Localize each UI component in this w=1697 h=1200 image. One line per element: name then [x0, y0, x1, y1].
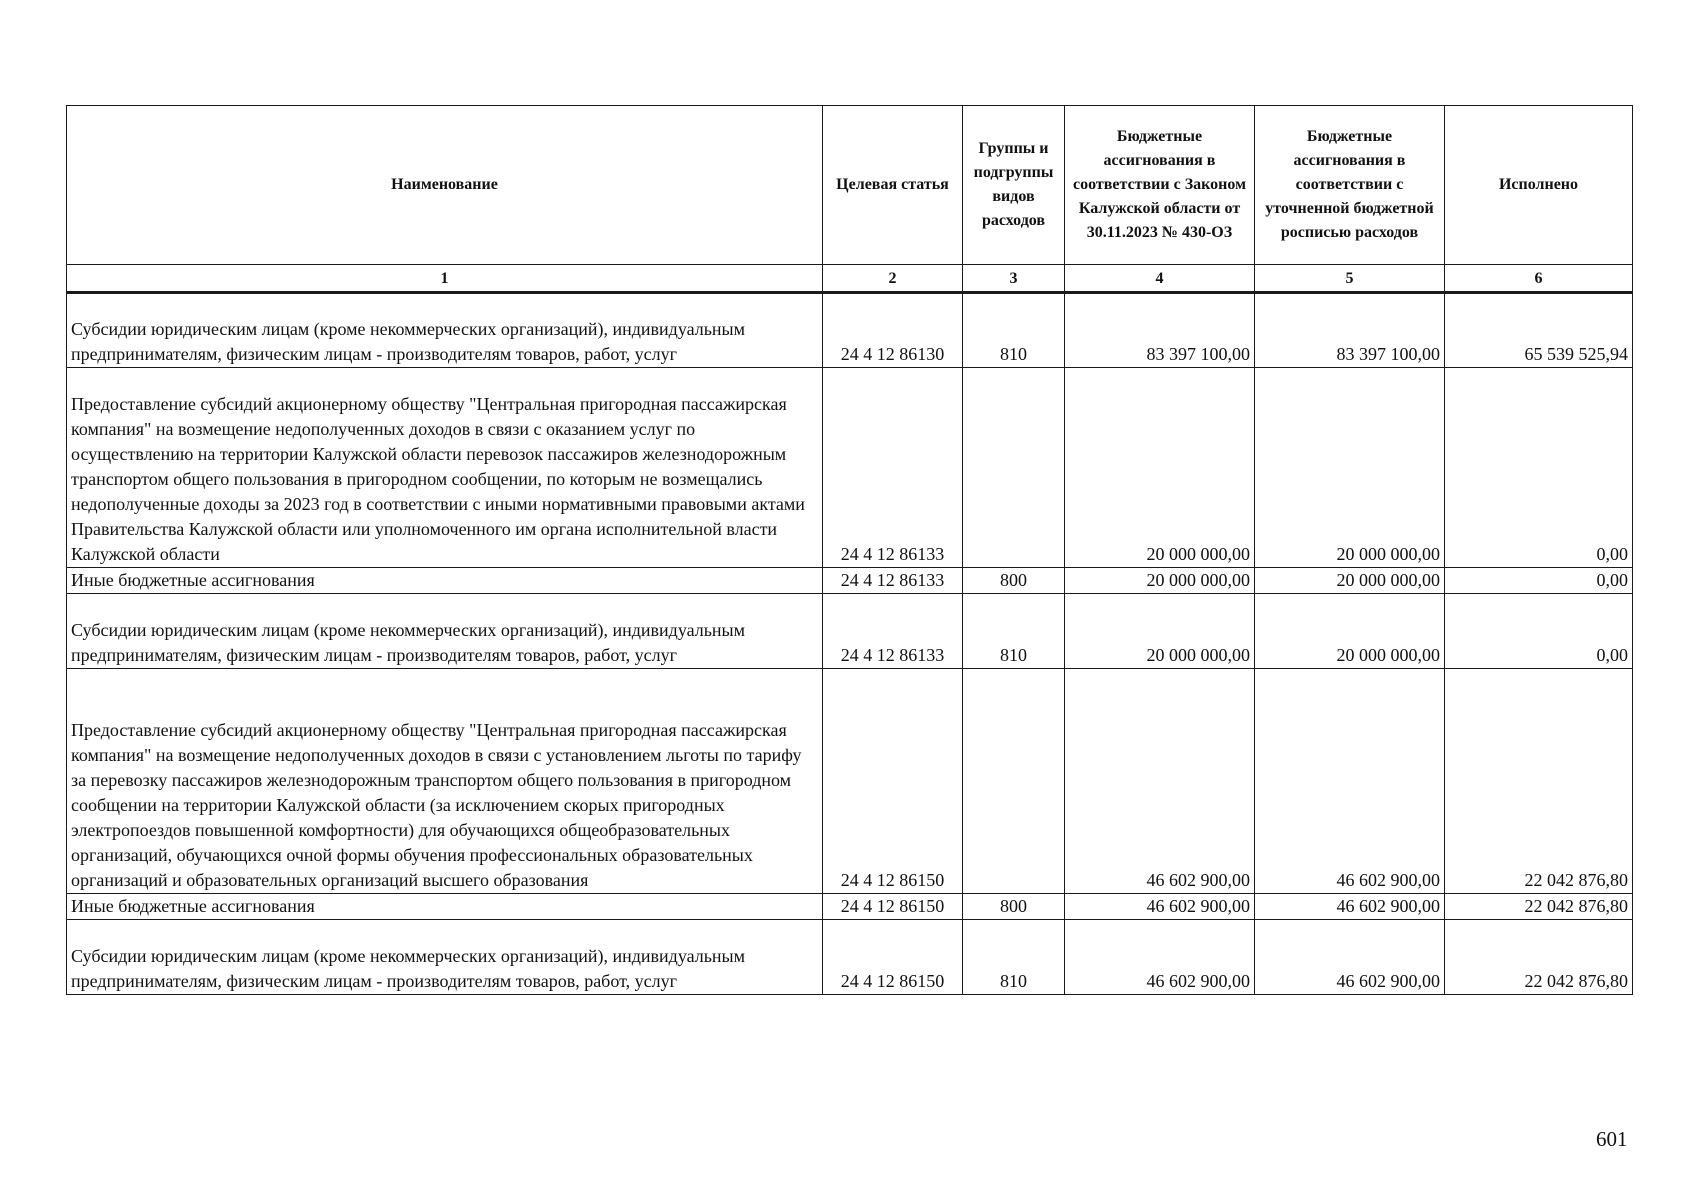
row-refined: 46 602 900,00	[1255, 894, 1445, 920]
row-group	[963, 669, 1065, 894]
row-name: Иные бюджетные ассигнования	[67, 568, 823, 594]
table-row	[67, 594, 1633, 669]
row-executed: 22 042 876,80	[1445, 669, 1633, 894]
row-refined: 20 000 000,00	[1255, 368, 1445, 568]
row-refined: 46 602 900,00	[1255, 920, 1445, 995]
header-name: Наименование	[67, 106, 823, 265]
row-law: 20 000 000,00	[1065, 594, 1255, 669]
row-name: Предоставление субсидий акционерному обществу "Центральная пригородная пассажирская компания" на возмещение недополученных доходов в связи с установлением льготы по тарифу за перевозку пассажиров железнодорожным транспортом общего пользования в пригородном сообщении на территории Калужской области (за исключением скорых пригородных электропоездов повышенной комфортности) для обучающихся общеобразовательных организаций, обучающихся очной формы обучения профессиональных образовательных организаций и образовательных организаций высшего образования	[67, 669, 823, 894]
column-number: 2	[823, 265, 963, 293]
row-refined: 46 602 900,00	[1255, 669, 1445, 894]
row-name: Субсидии юридическим лицам (кроме некоммерческих организаций), индивидуальным предпринимателям, физическим лицам - производителям товаров, работ, услуг	[67, 594, 823, 669]
budget-table	[66, 105, 1633, 995]
row-executed: 0,00	[1445, 568, 1633, 594]
row-executed: 0,00	[1445, 594, 1633, 669]
row-target: 24 4 12 86133	[823, 568, 963, 594]
header-target: Целевая статья	[823, 106, 963, 265]
row-target: 24 4 12 86150	[823, 894, 963, 920]
row-group: 810	[963, 594, 1065, 669]
row-group: 800	[963, 894, 1065, 920]
table-row	[67, 894, 1633, 920]
row-law: 46 602 900,00	[1065, 669, 1255, 894]
header-law: Бюджетные ассигнования в соответствии с Законом Калужской области от 30.11.2023 № 430-ОЗ	[1065, 106, 1255, 265]
row-refined: 20 000 000,00	[1255, 568, 1445, 594]
row-target: 24 4 12 86150	[823, 669, 963, 894]
row-group: 810	[963, 293, 1065, 368]
column-number-row	[67, 265, 1633, 293]
row-target: 24 4 12 86133	[823, 594, 963, 669]
row-name: Субсидии юридическим лицам (кроме некоммерческих организаций), индивидуальным предпринимателям, физическим лицам - производителям товаров, работ, услуг	[67, 920, 823, 995]
row-name: Предоставление субсидий акционерному обществу "Центральная пригородная пассажирская компания" на возмещение недополученных доходов в связи с оказанием услуг по осуществлению на территории Калужской области перевозок пассажиров железнодорожным транспортом общего пользования в пригородном сообщении, по которым не возмещались недополученные доходы за 2023 год в соответствии с иными нормативными правовыми актами Правительства Калужской области или уполномоченного им органа исполнительной власти Калужской области	[67, 368, 823, 568]
row-executed: 0,00	[1445, 368, 1633, 568]
header-row	[67, 106, 1633, 265]
column-number: 5	[1255, 265, 1445, 293]
column-number: 1	[67, 265, 823, 293]
row-refined: 20 000 000,00	[1255, 594, 1445, 669]
row-law: 83 397 100,00	[1065, 293, 1255, 368]
column-number: 6	[1445, 265, 1633, 293]
row-group: 810	[963, 920, 1065, 995]
row-executed: 22 042 876,80	[1445, 920, 1633, 995]
row-executed: 22 042 876,80	[1445, 894, 1633, 920]
row-law: 46 602 900,00	[1065, 894, 1255, 920]
header-executed: Исполнено	[1445, 106, 1633, 265]
column-number: 3	[963, 265, 1065, 293]
row-refined: 83 397 100,00	[1255, 293, 1445, 368]
row-law: 20 000 000,00	[1065, 568, 1255, 594]
header-groups: Группы и подгруппы видов расходов	[963, 106, 1065, 265]
column-number: 4	[1065, 265, 1255, 293]
page-number: 601	[1596, 1127, 1628, 1151]
table-row	[67, 669, 1633, 894]
row-group: 800	[963, 568, 1065, 594]
table-row	[67, 368, 1633, 568]
row-law: 20 000 000,00	[1065, 368, 1255, 568]
table-row	[67, 920, 1633, 995]
table-row	[67, 568, 1633, 594]
row-group	[963, 368, 1065, 568]
row-law: 46 602 900,00	[1065, 920, 1255, 995]
row-name: Субсидии юридическим лицам (кроме некоммерческих организаций), индивидуальным предпринимателям, физическим лицам - производителям товаров, работ, услуг	[67, 293, 823, 368]
row-target: 24 4 12 86133	[823, 368, 963, 568]
row-target: 24 4 12 86150	[823, 920, 963, 995]
row-target: 24 4 12 86130	[823, 293, 963, 368]
row-name: Иные бюджетные ассигнования	[67, 894, 823, 920]
header-refined: Бюджетные ассигнования в соответствии с уточненной бюджетной росписью расходов	[1255, 106, 1445, 265]
table-row	[67, 293, 1633, 368]
row-executed: 65 539 525,94	[1445, 293, 1633, 368]
